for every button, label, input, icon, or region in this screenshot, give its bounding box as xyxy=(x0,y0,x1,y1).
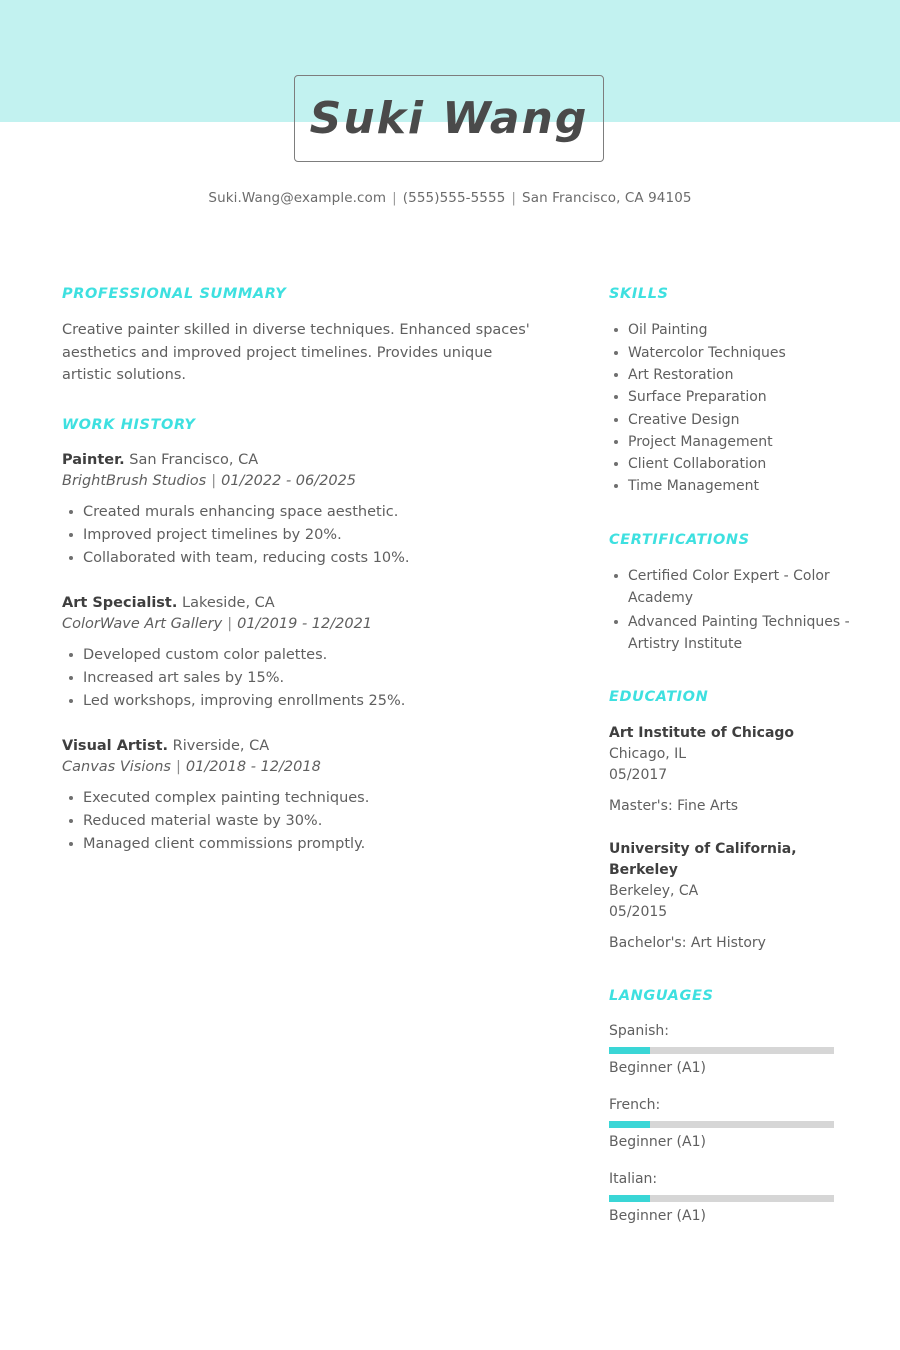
contact-line xyxy=(0,190,900,206)
job-bullet: Executed complex painting techniques. xyxy=(62,787,530,809)
language-name: French: xyxy=(609,1097,661,1114)
job-meta xyxy=(62,614,530,635)
job-company: Canvas Visions xyxy=(62,759,171,776)
job-title: Painter. xyxy=(62,452,125,469)
skill-item: Project Management xyxy=(609,431,859,453)
education-degree: Bachelor's: Art History xyxy=(609,934,766,951)
section-certifications xyxy=(609,532,859,656)
job-location: San Francisco, CA xyxy=(129,452,259,469)
education-entry xyxy=(609,839,859,954)
job-location: Riverside, CA xyxy=(172,738,270,755)
certifications-list xyxy=(609,565,859,655)
section-education xyxy=(609,689,859,953)
language-proficiency-bar xyxy=(609,1047,834,1054)
skill-item: Oil Painting xyxy=(609,319,859,341)
job-bullet-list xyxy=(62,787,530,855)
language-name: Italian: xyxy=(609,1171,658,1188)
language-entry xyxy=(609,1021,859,1079)
job-header xyxy=(62,450,530,471)
skills-list xyxy=(609,319,859,497)
job-location: Lakeside, CA xyxy=(181,595,275,612)
contact-phone: (555)555-5555 xyxy=(402,190,506,206)
education-entry xyxy=(609,723,859,817)
contact-separator-2: | xyxy=(511,190,517,206)
skill-item: Client Collaboration xyxy=(609,453,859,475)
job-separator: | xyxy=(175,759,181,776)
skill-item: Watercolor Techniques xyxy=(609,342,859,364)
job-entry xyxy=(62,593,530,712)
skill-item: Creative Design xyxy=(609,409,859,431)
section-work-history xyxy=(62,417,530,855)
section-heading-skills: SKILLS xyxy=(609,286,669,302)
education-school: University of California, Berkeley xyxy=(609,840,797,878)
skill-item: Art Restoration xyxy=(609,364,859,386)
section-heading-certifications: CERTIFICATIONS xyxy=(609,531,750,548)
job-bullet: Developed custom color palettes. xyxy=(62,644,530,666)
job-bullet: Created murals enhancing space aesthetic. xyxy=(62,501,530,523)
section-languages xyxy=(609,988,859,1227)
candidate-name: Suki Wang xyxy=(309,93,589,144)
name-box xyxy=(294,75,604,162)
job-separator: | xyxy=(211,473,217,490)
contact-email: Suki.Wang@example.com xyxy=(208,190,387,206)
certification-item: Certified Color Expert - Color Academy xyxy=(609,565,859,610)
job-header xyxy=(62,593,530,614)
language-proficiency-fill xyxy=(609,1047,650,1054)
job-entry xyxy=(62,736,530,855)
right-column xyxy=(609,286,859,1227)
job-bullet: Improved project timelines by 20%. xyxy=(62,524,530,546)
language-proficiency-fill xyxy=(609,1121,650,1128)
left-column xyxy=(62,286,530,856)
job-separator: | xyxy=(227,616,233,633)
education-place: Chicago, IL xyxy=(609,745,687,762)
language-entry xyxy=(609,1169,859,1227)
job-bullet: Reduced material waste by 30%. xyxy=(62,810,530,832)
language-level: Beginner (A1) xyxy=(609,1134,706,1151)
section-professional-summary xyxy=(62,286,530,387)
job-bullet: Collaborated with team, reducing costs 10%. xyxy=(62,547,530,569)
education-place: Berkeley, CA xyxy=(609,882,699,899)
skill-item: Surface Preparation xyxy=(609,386,859,408)
job-entry xyxy=(62,450,530,569)
job-meta xyxy=(62,757,530,778)
section-heading-professional-summary: PROFESSIONAL SUMMARY xyxy=(62,286,287,302)
section-heading-languages: LANGUAGES xyxy=(609,987,714,1004)
education-date: 05/2017 xyxy=(609,766,668,783)
education-school: Art Institute of Chicago xyxy=(609,724,795,741)
certification-item: Advanced Painting Techniques - Artistry Institute xyxy=(609,611,859,656)
job-bullet: Managed client commissions promptly. xyxy=(62,833,530,855)
language-entry xyxy=(609,1095,859,1153)
language-proficiency-fill xyxy=(609,1195,650,1202)
professional-summary-text: Creative painter skilled in diverse techniques. Enhanced spaces' aesthetics and improved project timelines. Provides unique artistic solutions. xyxy=(62,322,530,384)
language-proficiency-bar xyxy=(609,1195,834,1202)
language-proficiency-bar xyxy=(609,1121,834,1128)
language-level: Beginner (A1) xyxy=(609,1060,706,1077)
language-name: Spanish: xyxy=(609,1023,669,1040)
language-level: Beginner (A1) xyxy=(609,1208,706,1225)
job-title: Visual Artist. xyxy=(62,738,169,755)
job-bullet: Increased art sales by 15%. xyxy=(62,667,530,689)
contact-location: San Francisco, CA 94105 xyxy=(522,190,692,206)
job-company: BrightBrush Studios xyxy=(62,473,207,490)
job-bullet: Led workshops, improving enrollments 25%. xyxy=(62,690,530,712)
section-heading-education: EDUCATION xyxy=(609,689,709,706)
job-title: Art Specialist. xyxy=(62,595,178,612)
job-header xyxy=(62,736,530,757)
job-dates: 01/2019 - 12/2021 xyxy=(237,616,373,633)
section-heading-work-history: WORK HISTORY xyxy=(62,416,196,433)
job-meta xyxy=(62,471,530,492)
job-dates: 01/2018 - 12/2018 xyxy=(185,759,321,776)
job-dates: 01/2022 - 06/2025 xyxy=(221,473,357,490)
contact-separator-1: | xyxy=(392,190,397,206)
job-bullet-list xyxy=(62,644,530,712)
education-date: 05/2015 xyxy=(609,903,668,920)
job-company: ColorWave Art Gallery xyxy=(62,616,223,633)
section-skills xyxy=(609,286,859,498)
job-bullet-list xyxy=(62,501,530,569)
skill-item: Time Management xyxy=(609,475,859,497)
education-degree: Master's: Fine Arts xyxy=(609,797,739,814)
